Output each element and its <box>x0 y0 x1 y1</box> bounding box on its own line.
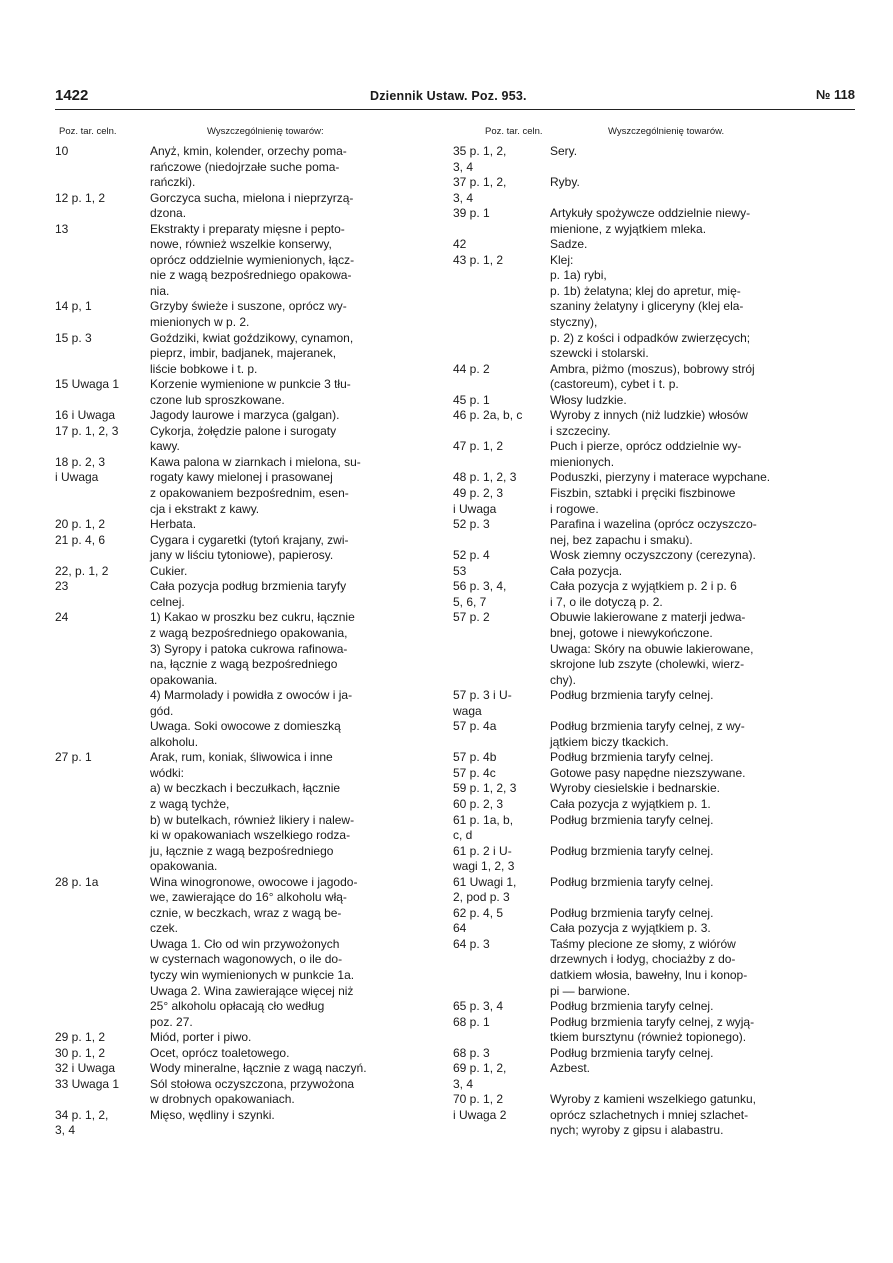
goods-description: Cała pozycja z wyjątkiem p. 1. <box>550 796 711 811</box>
tariff-position: 61 Uwagi 1, 2, pod p. 3 <box>453 874 517 905</box>
tariff-position: 15 p. 3 <box>55 330 92 345</box>
tariff-position: 46 p. 2a, b, c <box>453 408 523 423</box>
tariff-entry <box>453 1092 853 1139</box>
tariff-position: 13 <box>55 221 69 236</box>
tariff-position: 62 p. 4, 5 <box>453 905 504 920</box>
tariff-entry <box>55 1108 445 1139</box>
goods-description: Ekstrakty i preparaty mięsne i pepto- nowe, również wszelkie konserwy, oprócz oddzielnie wymienionych, łącz- nie z wagą bezpośredniego opakowa- nia. <box>150 221 355 298</box>
tariff-entry <box>453 999 853 1015</box>
goods-heading: Wyszczególnienię towarów. <box>608 126 725 137</box>
tariff-entry <box>453 719 853 750</box>
tariff-position: 10 <box>55 144 69 158</box>
goods-description: Podług brzmienia taryfy celnej. <box>550 812 714 827</box>
goods-description: Wosk ziemny oczyszczony (cerezyna). <box>550 548 756 563</box>
tariff-entry <box>453 517 853 548</box>
tariff-entry <box>453 750 853 766</box>
goods-description: Podług brzmienia taryfy celnej. <box>550 688 714 703</box>
tariff-position: 12 p. 1, 2 <box>55 190 106 205</box>
tariff-position: 52 p. 3 <box>453 517 490 532</box>
tariff-entry <box>453 797 853 813</box>
tariff-position: 24 <box>55 610 69 625</box>
tariff-position: 35 p. 1, 2, 3, 4 <box>453 144 507 174</box>
tariff-entry <box>55 564 445 580</box>
goods-description: Podług brzmienia taryfy celnej. <box>550 1045 714 1060</box>
journal-title: Dziennik Ustaw. Poz. 953. <box>370 89 527 103</box>
tariff-position: 47 p. 1, 2 <box>453 439 504 454</box>
goods-description: Cała pozycja z wyjątkiem p. 3. <box>550 921 711 936</box>
tariff-position: 45 p. 1 <box>453 392 490 407</box>
goods-description: Podług brzmienia taryfy celnej. <box>550 874 714 889</box>
tariff-entry <box>453 408 853 439</box>
goods-description: Mięso, wędliny i szynki. <box>150 1107 275 1122</box>
tariff-position: 30 p. 1, 2 <box>55 1045 106 1060</box>
tariff-position-heading: Poz. tar. celn. <box>59 126 117 137</box>
tariff-position: 14 p, 1 <box>55 299 92 314</box>
tariff-entry <box>453 813 853 844</box>
tariff-entry <box>453 1015 853 1046</box>
tariff-entry <box>55 517 445 533</box>
tariff-entry <box>55 377 445 408</box>
goods-description: Wyroby z kamieni wszelkiego gatunku, oprócz szlachetnych i mniej szlachet- nych; wyroby z gipsu i alabastru. <box>550 1092 756 1138</box>
goods-description: Anyż, kmin, kolender, orzechy poma- rańczowe (niedojrzałe suche poma- rańczki). <box>150 144 347 190</box>
tariff-position: 39 p. 1 <box>453 206 490 221</box>
goods-description: 1) Kakao w proszku bez cukru, łącznie z wagą bezpośredniego opakowania, 3) Syropy i patoka cukrowa rafinowa- na, łącznie z wagą bezpośredniego opakowania. 4) Marmolady i powidła z owoców i ja- gód. Uwaga. Soki owocowe z domieszką alkoholu. <box>150 610 355 749</box>
goods-description: Arak, rum, koniak, śliwowica i inne wódki: a) w beczkach i beczułkach, łącznie z wagą tychże, b) w butelkach, również likiery i nalew- ki w opakowaniach wszelkiego rodza- ju, łącznie z wagą bezpośredniego opakowania. <box>150 750 355 874</box>
tariff-entry <box>55 579 445 610</box>
tariff-position: 44 p. 2 <box>453 361 490 376</box>
goods-description: Gorczyca sucha, mielona i nieprzyrzą- dzona. <box>150 190 354 221</box>
goods-description: Jagody laurowe i marzyca (galgan). <box>150 408 340 423</box>
tariff-entry <box>55 1046 445 1062</box>
tariff-entry <box>453 766 853 782</box>
tariff-position: 57 p. 4c <box>453 765 496 780</box>
tariff-entry <box>453 393 853 409</box>
goods-description: Cygara i cygaretki (tytoń krajany, zwi- jany w liściu tytoniowe), papierosy. <box>150 532 349 563</box>
goods-description: Sól stołowa oczyszczona, przywożona w drobnych opakowaniach. <box>150 1076 355 1107</box>
tariff-position: 33 Uwaga 1 <box>55 1076 120 1091</box>
goods-description: Ambra, piżmo (moszus), bobrowy strój (castoreum), cybet i t. p. <box>550 361 755 392</box>
tariff-entry <box>453 175 853 206</box>
goods-description: Herbata. <box>150 517 197 532</box>
left-column <box>55 124 445 1139</box>
goods-description: Obuwie lakierowane z materji jedwa- bnej, gotowe i niewykończone. Uwaga: Skóry na obuwie lakierowane, skrojone lub zszyte (cholewki, wierz- chy). <box>550 610 754 687</box>
tariff-position: 56 p. 3, 4, 5, 6, 7 <box>453 579 507 609</box>
tariff-position: 28 p. 1a <box>55 874 99 889</box>
tariff-position: 68 p. 1 <box>453 1014 490 1029</box>
tariff-position: 23 <box>55 579 69 594</box>
tariff-position: 16 i Uwaga <box>55 408 116 423</box>
tariff-position: 43 p. 1, 2 <box>453 252 504 267</box>
tariff-position: 18 p. 2, 3 i Uwaga <box>55 454 106 485</box>
goods-description: Wyroby ciesielskie i bednarskie. <box>550 781 720 796</box>
goods-description: Ocet, oprócz toaletowego. <box>150 1045 290 1060</box>
tariff-entry <box>453 921 853 937</box>
tariff-entry <box>453 486 853 517</box>
goods-description: Parafina i wazelina (oprócz oczyszczo- nej, bez zapachu i smaku). <box>550 517 757 547</box>
goods-description: Ryby. <box>550 175 580 190</box>
tariff-entry <box>453 781 853 797</box>
tariff-entry <box>453 470 853 486</box>
right-column <box>453 124 853 1139</box>
tariff-entry <box>453 362 853 393</box>
left-column-header <box>55 124 445 144</box>
tariff-entry <box>453 1061 853 1092</box>
tariff-entry <box>453 548 853 564</box>
tariff-entry <box>453 579 853 610</box>
tariff-entry <box>55 533 445 564</box>
tariff-entry <box>55 144 445 191</box>
goods-description: Grzyby świeże i suszone, oprócz wy- mienionych w p. 2. <box>150 299 347 330</box>
right-column-header <box>453 124 853 144</box>
tariff-entry <box>55 875 445 1030</box>
tariff-position: 65 p. 3, 4 <box>453 999 504 1014</box>
tariff-entry <box>55 455 445 517</box>
tariff-entry <box>453 206 853 237</box>
tariff-entry <box>55 750 445 874</box>
goods-description: Miód, porter i piwo. <box>150 1030 252 1045</box>
tariff-entry <box>55 191 445 222</box>
tariff-position: 17 p. 1, 2, 3 <box>55 423 119 438</box>
goods-description: Cała pozycja podług brzmienia taryfy celnej. <box>150 579 347 609</box>
tariff-position: 48 p. 1, 2, 3 <box>453 470 517 485</box>
tariff-position: 27 p. 1 <box>55 750 92 765</box>
tariff-position: 57 p. 2 <box>453 610 490 625</box>
tariff-entry <box>453 564 853 580</box>
goods-description: Artykuły spożywcze oddzielnie niewy- mienione, z wyjątkiem mleka. <box>550 206 751 236</box>
tariff-entry <box>453 144 853 175</box>
tariff-position: 61 p. 2 i U- wagi 1, 2, 3 <box>453 843 515 874</box>
goods-description: Poduszki, pierzyny i materace wypchane. <box>550 470 771 485</box>
goods-description: Włosy ludzkie. <box>550 392 627 407</box>
goods-description: Wody mineralne, łącznie z wagą naczyń. <box>150 1061 367 1076</box>
tariff-position: 42 <box>453 237 467 252</box>
tariff-position: 64 p. 3 <box>453 936 490 951</box>
goods-description: Goździki, kwiat goździkowy, cynamon, pieprz, imbir, badjanek, majeranek, liście bobkowe i t. p. <box>150 330 354 376</box>
tariff-position: 64 <box>453 921 467 936</box>
page-number: 1422 <box>55 87 89 104</box>
tariff-position: 20 p. 1, 2 <box>55 517 106 532</box>
tariff-entry <box>55 1061 445 1077</box>
tariff-position: 68 p. 3 <box>453 1045 490 1060</box>
goods-description: Podług brzmienia taryfy celnej, z wy- jątkiem biczy tkackich. <box>550 719 745 749</box>
goods-description: Sery. <box>550 144 578 158</box>
tariff-entry <box>453 937 853 999</box>
page-header <box>55 85 855 110</box>
tariff-position: 57 p. 4a <box>453 719 497 734</box>
goods-description: Podług brzmienia taryfy celnej, z wyją- tkiem bursztynu (również topionego). <box>550 1014 755 1045</box>
tariff-entry <box>55 408 445 424</box>
tariff-entry <box>55 610 445 750</box>
goods-heading: Wyszczególnienię towarów: <box>207 126 324 137</box>
tariff-entry <box>55 222 445 300</box>
goods-description: Cykorja, żołędzie palone i surogaty kawy. <box>150 423 337 454</box>
tariff-entry <box>453 610 853 688</box>
tariff-position: 15 Uwaga 1 <box>55 377 120 392</box>
tariff-entry <box>453 875 853 906</box>
tariff-entry <box>453 237 853 253</box>
tariff-entry <box>55 1077 445 1108</box>
goods-description: Kawa palona w ziarnkach i mielona, su- rogaty kawy mielonej i prasowanej z opakowaniem bezpośrednim, esen- cja i ekstrakt z kawy. <box>150 454 361 516</box>
goods-description: Klej: p. 1a) rybi, p. 1b) żelatyna; klej do apretur, mię- szaniny żelatyny i gliceryny (klej ela- styczny), p. 2) z kości i odpadków zwierzęcych; szewcki i stolarski. <box>550 252 751 361</box>
goods-description: Wyroby z innych (niż ludzkie) włosów i szczeciny. <box>550 408 748 438</box>
tariff-position: 29 p. 1, 2 <box>55 1030 106 1045</box>
tariff-position: 60 p. 2, 3 <box>453 796 504 811</box>
tariff-position: 59 p. 1, 2, 3 <box>453 781 517 796</box>
tariff-entry <box>453 439 853 470</box>
tariff-position: 32 i Uwaga <box>55 1061 116 1076</box>
tariff-entry <box>55 424 445 455</box>
goods-description: Fiszbin, sztabki i pręciki fiszbinowe i rogowe. <box>550 486 736 516</box>
tariff-position: 22, p. 1, 2 <box>55 563 109 578</box>
goods-description: Wina winogronowe, owocowe i jagodo- we, zawierające do 16° alkoholu włą- cznie, w beczkach, wraz z wagą be- czek. Uwaga 1. Cło od win przywożonych w cysternach wagonowych, o ile do- tyczy win wymienionych w punkcie 1a. Uwaga 2. Wina zawierające więcej niż 25° alkoholu opłacają cło według poz. 27. <box>150 874 358 1029</box>
goods-description: Cukier. <box>150 563 188 578</box>
tariff-position: 53 <box>453 563 467 578</box>
tariff-entry <box>453 1046 853 1062</box>
goods-description: Azbest. <box>550 1061 591 1076</box>
tariff-entry <box>453 906 853 922</box>
issue-number: № 118 <box>815 87 855 102</box>
goods-description: Sadze. <box>550 237 588 252</box>
goods-description: Podług brzmienia taryfy celnej. <box>550 843 714 858</box>
goods-description: Cała pozycja. <box>550 563 623 578</box>
tariff-entry <box>453 253 853 362</box>
tariff-position: 69 p. 1, 2, 3, 4 <box>453 1061 507 1091</box>
tariff-position: 57 p. 4b <box>453 750 497 765</box>
tariff-position: 70 p. 1, 2 i Uwaga 2 <box>453 1092 507 1122</box>
goods-description: Korzenie wymienione w punkcie 3 tłu- czone lub sproszkowane. <box>150 377 351 407</box>
tariff-position: 49 p. 2, 3 i Uwaga <box>453 486 504 516</box>
goods-description: Podług brzmienia taryfy celnej. <box>550 750 714 765</box>
tariff-entry <box>55 1030 445 1046</box>
tariff-position: 52 p. 4 <box>453 548 490 563</box>
tariff-position: 21 p. 4, 6 <box>55 532 106 547</box>
tariff-position-heading: Poz. tar. celn. <box>485 126 543 137</box>
goods-description: Cała pozycja z wyjątkiem p. 2 i p. 6 i 7, o ile dotyczą p. 2. <box>550 579 737 609</box>
goods-description: Taśmy plecione ze słomy, z wiórów drzewnych i łodyg, chociażby z do- datkiem włosia, bawełny, lnu i konop- pi — barwione. <box>550 936 748 998</box>
tariff-entry <box>55 331 445 378</box>
tariff-position: 61 p. 1a, b, c, d <box>453 812 514 843</box>
tariff-position: 57 p. 3 i U- waga <box>453 688 512 718</box>
tariff-entry <box>453 688 853 719</box>
goods-description: Podług brzmienia taryfy celnej. <box>550 999 714 1014</box>
tariff-entry <box>55 299 445 330</box>
goods-description: Puch i pierze, oprócz oddzielnie wy- mienionych. <box>550 439 742 469</box>
tariff-position: 34 p. 1, 2, 3, 4 <box>55 1107 109 1138</box>
goods-description: Podług brzmienia taryfy celnej. <box>550 905 714 920</box>
tariff-entry <box>453 844 853 875</box>
tariff-position: 37 p. 1, 2, 3, 4 <box>453 175 507 205</box>
goods-description: Gotowe pasy napędne niezszywane. <box>550 765 746 780</box>
